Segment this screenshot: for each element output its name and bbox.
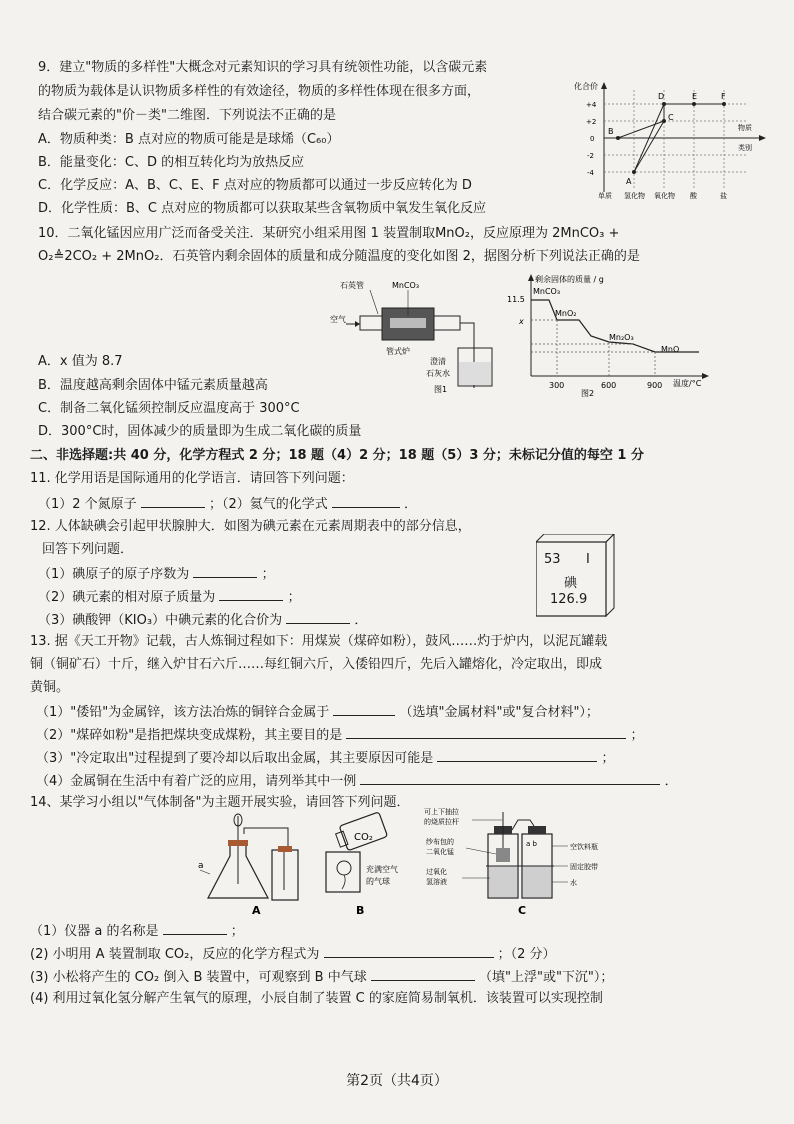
iodine-element-tile: [536, 534, 606, 606]
q14-s1-text: （1）仪器 a 的名称是: [30, 924, 159, 939]
fig2-label-mn2o3: Mn₂O₃: [609, 333, 634, 342]
apparatus-c-label-ab: a b: [526, 840, 537, 848]
q13-s4-dot: ．: [664, 774, 678, 789]
apparatus-c-label-3a: 过氧化: [426, 868, 447, 876]
fig2-xtick-300: 300: [549, 381, 565, 390]
q9-stem-line3: 结合碳元素的"价－类"二维图．下列说法不正确的是: [38, 108, 336, 123]
q10-stem-line2: O₂≜2CO₂ + 2MnO₂．石英管内剩余固体的质量和成分随温度的变化如图 2，据图分析下列说法正确的是: [38, 249, 640, 264]
apparatus-c-label-1a: 可上下抽拉: [424, 808, 459, 816]
q11-answer-2[interactable]: [332, 493, 400, 508]
apparatus-c-label-1b: 的烧质拉杆: [424, 818, 459, 826]
q10-figure2-graph: [505, 272, 725, 398]
q12-sub-3: [38, 609, 367, 631]
q9-ytick-plus2: +2: [586, 118, 597, 126]
q9-option-b: B．能量变化：C、D 的相互转化均为放热反应: [38, 155, 305, 170]
q9-ytick-minus4: -4: [587, 169, 594, 177]
q11-subquestions: [38, 493, 417, 515]
q13-s4-text: （4）金属铜在生活中有着广泛的应用，请列举其中一例: [36, 774, 357, 789]
q13-stem-line1: 13. 据《天工开物》记载，古人炼铜过程如下：用煤炭（煤碎如粉），鼓风……灼于炉内，以泥瓦罐载: [30, 634, 608, 649]
q10-stem-line1: 10．二氧化锰因应用广泛而备受关注．某研究小组采用图 1 装置制取MnO₂，反应原理为 2MnCO₃ +: [38, 226, 620, 241]
q13-s3-text: （3）"冷定取出"过程提到了要冷却以后取出金属，其主要原因可能是: [36, 751, 434, 766]
q9-point-c: [662, 119, 666, 123]
fig1-label-mnco3: MnCO₃: [392, 281, 420, 290]
page-footer: 第2页（共4页）: [346, 1073, 448, 1089]
apparatus-b-caption: B: [356, 904, 365, 916]
tile-atomic-number: 53: [544, 552, 561, 567]
q14-apparatus-b: [322, 812, 412, 916]
fig2-label-mno2: MnO₂: [555, 309, 577, 318]
q13-answer-3[interactable]: [437, 747, 597, 762]
fig1-caption: 图1: [434, 385, 448, 394]
q13-s3-semi: ；: [601, 751, 615, 766]
fig1-label-lime-1: 澄清: [430, 357, 446, 366]
q9-xcat-hydride: 氢化物: [624, 192, 645, 200]
q13-stem-line2: 铜（铜矿石）十斤，继入炉甘石六斤……每红铜六斤，入倭铅四斤，先后入罐熔化，冷定取出，即成: [30, 657, 603, 672]
fig1-label-furnace: 管式炉: [386, 347, 410, 356]
apparatus-c-label-2a: 纱布包的: [426, 838, 454, 846]
apparatus-c-caption: C: [518, 904, 527, 916]
q9-point-e: [692, 102, 696, 106]
apparatus-a-label-a: a: [198, 861, 204, 871]
q10-figure1-apparatus: [330, 278, 500, 396]
q13-s2-text: （2）"煤碎如粉"是指把煤块变成煤粉，其主要目的是: [36, 728, 343, 743]
q14-answer-2[interactable]: [324, 943, 494, 958]
q9-xcat-salt: 盐: [720, 192, 727, 200]
apparatus-b-balloon-2: 的气球: [366, 877, 390, 886]
fig1-label-lime-2: 石灰水: [426, 369, 450, 378]
apparatus-c-label-tape: 固定胶带: [570, 863, 598, 871]
q9-label-d: D: [658, 92, 665, 101]
fig2-xtick-900: 900: [647, 381, 663, 390]
fig2-xlabel: 温度/°C: [673, 379, 702, 388]
apparatus-c-label-bottle: 空饮料瓶: [570, 843, 598, 851]
fig2-xtick-600: 600: [601, 381, 617, 390]
q9-point-a: [632, 170, 636, 174]
q14-sub-4: (4) 利用过氧化氢分解产生氧气的原理，小辰自制了装置 C 的家庭简易制氧机．该装置可以实现控制: [30, 991, 603, 1006]
fig1-label-air: 空气: [330, 315, 346, 324]
q12-s2-text: （2）碘元素的相对原子质量为: [38, 590, 216, 605]
q10-option-b: B．温度越高剩余固体中锰元素质量越高: [38, 378, 268, 393]
q9-label-b: B: [608, 127, 614, 136]
tile-symbol: I: [586, 552, 590, 567]
q13-sub-1: [36, 701, 599, 723]
q9-label-a: A: [626, 177, 632, 186]
q12-s2-semi: ；: [287, 590, 301, 605]
q9-stem-line2: 的物质为载体是认识物质多样性的有效途径，物质的多样性体现在很多方面，: [38, 84, 481, 99]
q12-answer-2[interactable]: [219, 586, 283, 601]
q13-stem-line3: 黄铜。: [30, 680, 70, 695]
q10-option-d: D．300°C时，固体减少的质量即为生成二氧化碳的质量: [38, 424, 362, 439]
q13-sub-2: [36, 724, 644, 746]
q9-label-f: F: [721, 92, 726, 101]
q9-ytick-zero: 0: [590, 135, 595, 143]
q9-valence-graph: [566, 80, 772, 200]
q13-s2-semi: ；: [630, 728, 644, 743]
q12-s3-dot: ．: [354, 613, 368, 628]
q14-answer-3[interactable]: [371, 966, 475, 981]
q13-s1-text: （1）"倭铅"为金属锌，该方法冶炼的铜锌合金属于: [36, 705, 330, 720]
q9-point-d: [662, 102, 666, 106]
q12-answer-1[interactable]: [193, 563, 257, 578]
q9-graph-ylabel: 化合价: [574, 82, 598, 91]
q9-graph-xlabel-1: 物质: [738, 124, 752, 132]
q9-xcat-acid: 酸: [690, 192, 697, 200]
q12-stem-line2: 回答下列问题．: [42, 542, 134, 557]
fig2-caption: 图2: [581, 389, 595, 398]
fig1-label-quartz: 石英管: [340, 281, 364, 290]
q9-point-f: [722, 102, 726, 106]
q14-sub-2: [30, 943, 556, 965]
q12-s1-semi: ；: [261, 567, 275, 582]
fig2-ytick-x: x: [519, 317, 524, 326]
apparatus-c-label-water: 水: [570, 879, 577, 887]
q9-ytick-plus4: +4: [586, 101, 597, 109]
q12-sub-2: [38, 586, 301, 608]
q10-option-c: C．制备二氧化锰须控制反应温度高于 300°C: [38, 401, 300, 416]
q11-end: ．: [404, 497, 418, 512]
q14-s3-text: (3) 小松将产生的 CO₂ 倒入 B 装置中，可观察到 B 中气球: [30, 970, 367, 985]
tile-atomic-mass: 126.9: [550, 592, 588, 607]
apparatus-b-balloon-1: 充满空气: [366, 865, 398, 874]
q14-stem: 14、某学习小组以"气体制备"为主题开展实验，请回答下列问题．: [30, 795, 410, 810]
q9-option-d: D．化学性质：B、C 点对应的物质都可以获取某些含氧物质中氧发生氧化反应: [38, 201, 487, 216]
q13-sub-4: [36, 770, 678, 792]
apparatus-c-label-2b: 二氧化锰: [426, 848, 454, 856]
q13-answer-2[interactable]: [346, 724, 626, 739]
q9-xcat-oxide: 氧化物: [654, 192, 675, 200]
q14-s2-suffix: ；（2 分）: [497, 947, 556, 962]
q14-answer-1[interactable]: [163, 920, 227, 935]
fig2-ytick-11-5: 11.5: [507, 295, 525, 304]
fig2-ylabel: 剩余固体的质量 / g: [535, 275, 604, 284]
apparatus-a-caption: A: [252, 904, 261, 916]
q9-xcat-element: 单质: [598, 192, 612, 200]
q9-option-a: A．物质种类：B 点对应的物质可能是是球烯（C₆₀）: [38, 132, 340, 147]
apparatus-c-label-3b: 氢溶液: [426, 878, 447, 886]
q14-sub-1: [30, 920, 244, 942]
q14-sub-3: [30, 966, 613, 988]
q14-apparatus-c: [422, 804, 642, 916]
q9-label-e: E: [692, 92, 698, 101]
q13-s1-suffix: （选填"金属材料"或"复合材料"）；: [399, 705, 599, 720]
q13-sub-3: [36, 747, 615, 769]
q12-answer-3[interactable]: [286, 609, 350, 624]
q13-answer-1[interactable]: [333, 701, 395, 716]
q11-stem: 11. 化学用语是国际通用的化学语言．请回答下列问题：: [30, 471, 354, 486]
q14-apparatus-a: [198, 812, 318, 916]
q14-s2-text: (2) 小明用 A 装置制取 CO₂，反应的化学方程式为: [30, 947, 320, 962]
q9-ytick-minus2: -2: [587, 152, 594, 160]
q9-graph-xlabel-2: 类别: [738, 144, 752, 152]
q9-stem-line1: 9．建立"物质的多样性"大概念对元素知识的学习具有统领性功能，以含碳元素: [38, 60, 488, 75]
q12-s3-text: （3）碘酸钾（KIO₃）中碘元素的化合价为: [38, 613, 283, 628]
q9-point-b: [616, 136, 620, 140]
q9-option-c: C．化学反应：A、B、C、E、F 点对应的物质都可以通过一步反应转化为 D: [38, 178, 472, 193]
apparatus-b-co2-label: CO₂: [354, 832, 373, 843]
q14-s3-suffix: （填"上浮"或"下沉"）；: [478, 970, 614, 985]
q13-answer-4[interactable]: [360, 770, 660, 785]
q11-p1: （1）2 个氮原子: [38, 497, 137, 512]
fig2-label-mnco3: MnCO₃: [533, 287, 561, 296]
fig2-label-mno: MnO: [661, 345, 680, 354]
q9-label-c: C: [668, 113, 674, 122]
q14-s1-semi: ；: [230, 924, 244, 939]
q12-s1-text: （1）碘原子的原子序数为: [38, 567, 190, 582]
tile-element-name: 碘: [564, 576, 578, 591]
section-2-header: 二、非选择题:共 40 分，化学方程式 2 分；18 题（4）2 分；18 题（5）3 分；未标记分值的每空 1 分: [30, 448, 645, 463]
q11-p2: ；（2）氦气的化学式: [208, 497, 328, 512]
q11-answer-1[interactable]: [141, 493, 205, 508]
q12-sub-1: [38, 563, 275, 585]
q10-option-a: A．x 值为 8.7: [38, 354, 123, 369]
q12-stem-line1: 12. 人体缺碘会引起甲状腺肿大．如图为碘元素在元素周期表中的部分信息，: [30, 519, 471, 534]
